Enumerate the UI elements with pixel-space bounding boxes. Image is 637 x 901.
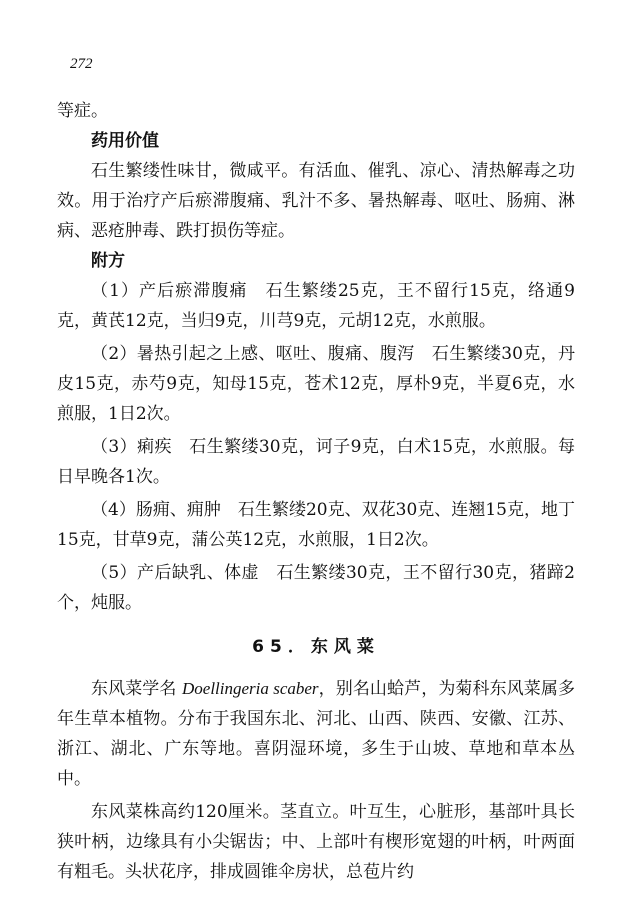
latin-name: Doellingeria scaber (182, 679, 319, 698)
species-intro-text-rest: ，别名山蛤芦，为菊科东风菜属多年生草本植物。分布于我国东北、河北、山西、陕西、安徽、江苏、浙江、湖北、广东等地。喜阴湿环境，多生于山坡、草地和草本丛中。 (57, 679, 576, 789)
paragraph-medicinal-value: 石生繁缕性味甘，微咸平。有活血、催乳、凉心、清热解毒之功效。用于治疗产后瘀滞腹痛、乳汁不多、暑热解毒、呕吐、肠痈、淋病、恶疮肿毒、跌打损伤等症。 (57, 161, 575, 241)
paragraph-continuation: 等症。 (57, 101, 108, 121)
prescription-2: （2）暑热引起之上感、呕吐、腹痛、腹泻 石生繁缕30克，丹皮15克，赤芍9克，知母15克，苍术12克，厚朴9克，半夏6克，水煎服，1日2次。 (57, 344, 575, 424)
paragraph-species-intro (57, 674, 575, 794)
paragraph-species-description: 东风菜株高约120厘米。茎直立。叶互生，心脏形，基部叶具长狭叶柄，边缘具有小尖锯齿；中、上部叶有楔形宽翅的叶柄，叶两面有粗毛。头状花序，排成圆锥伞房状，总苞片约 (57, 802, 575, 882)
page-body (57, 96, 575, 887)
prescription-4: （4）肠痈、痈肿 石生繁缕20克、双花30克、连翘15克，地丁15克，甘草9克，蒲公英12克，水煎服，1日2次。 (57, 500, 575, 550)
heading-medicinal-value: 药用价值 (91, 131, 159, 151)
page-number: 272 (70, 56, 93, 72)
heading-prescriptions: 附方 (91, 251, 125, 271)
species-intro-text: 东风菜学名 (91, 679, 182, 699)
prescription-1: （1）产后瘀滞腹痛 石生繁缕25克，王不留行15克，络通9克，黄芪12克，当归9克，川芎9克，元胡12克，水煎服。 (57, 281, 575, 331)
section-title: 65．东风菜 (252, 637, 380, 657)
prescription-3: （3）痢疾 石生繁缕30克，诃子9克，白术15克，水煎服。每日早晚各1次。 (57, 437, 575, 487)
prescription-5: （5）产后缺乳、体虚 石生繁缕30克，王不留行30克，猪蹄2个，炖服。 (57, 563, 575, 613)
